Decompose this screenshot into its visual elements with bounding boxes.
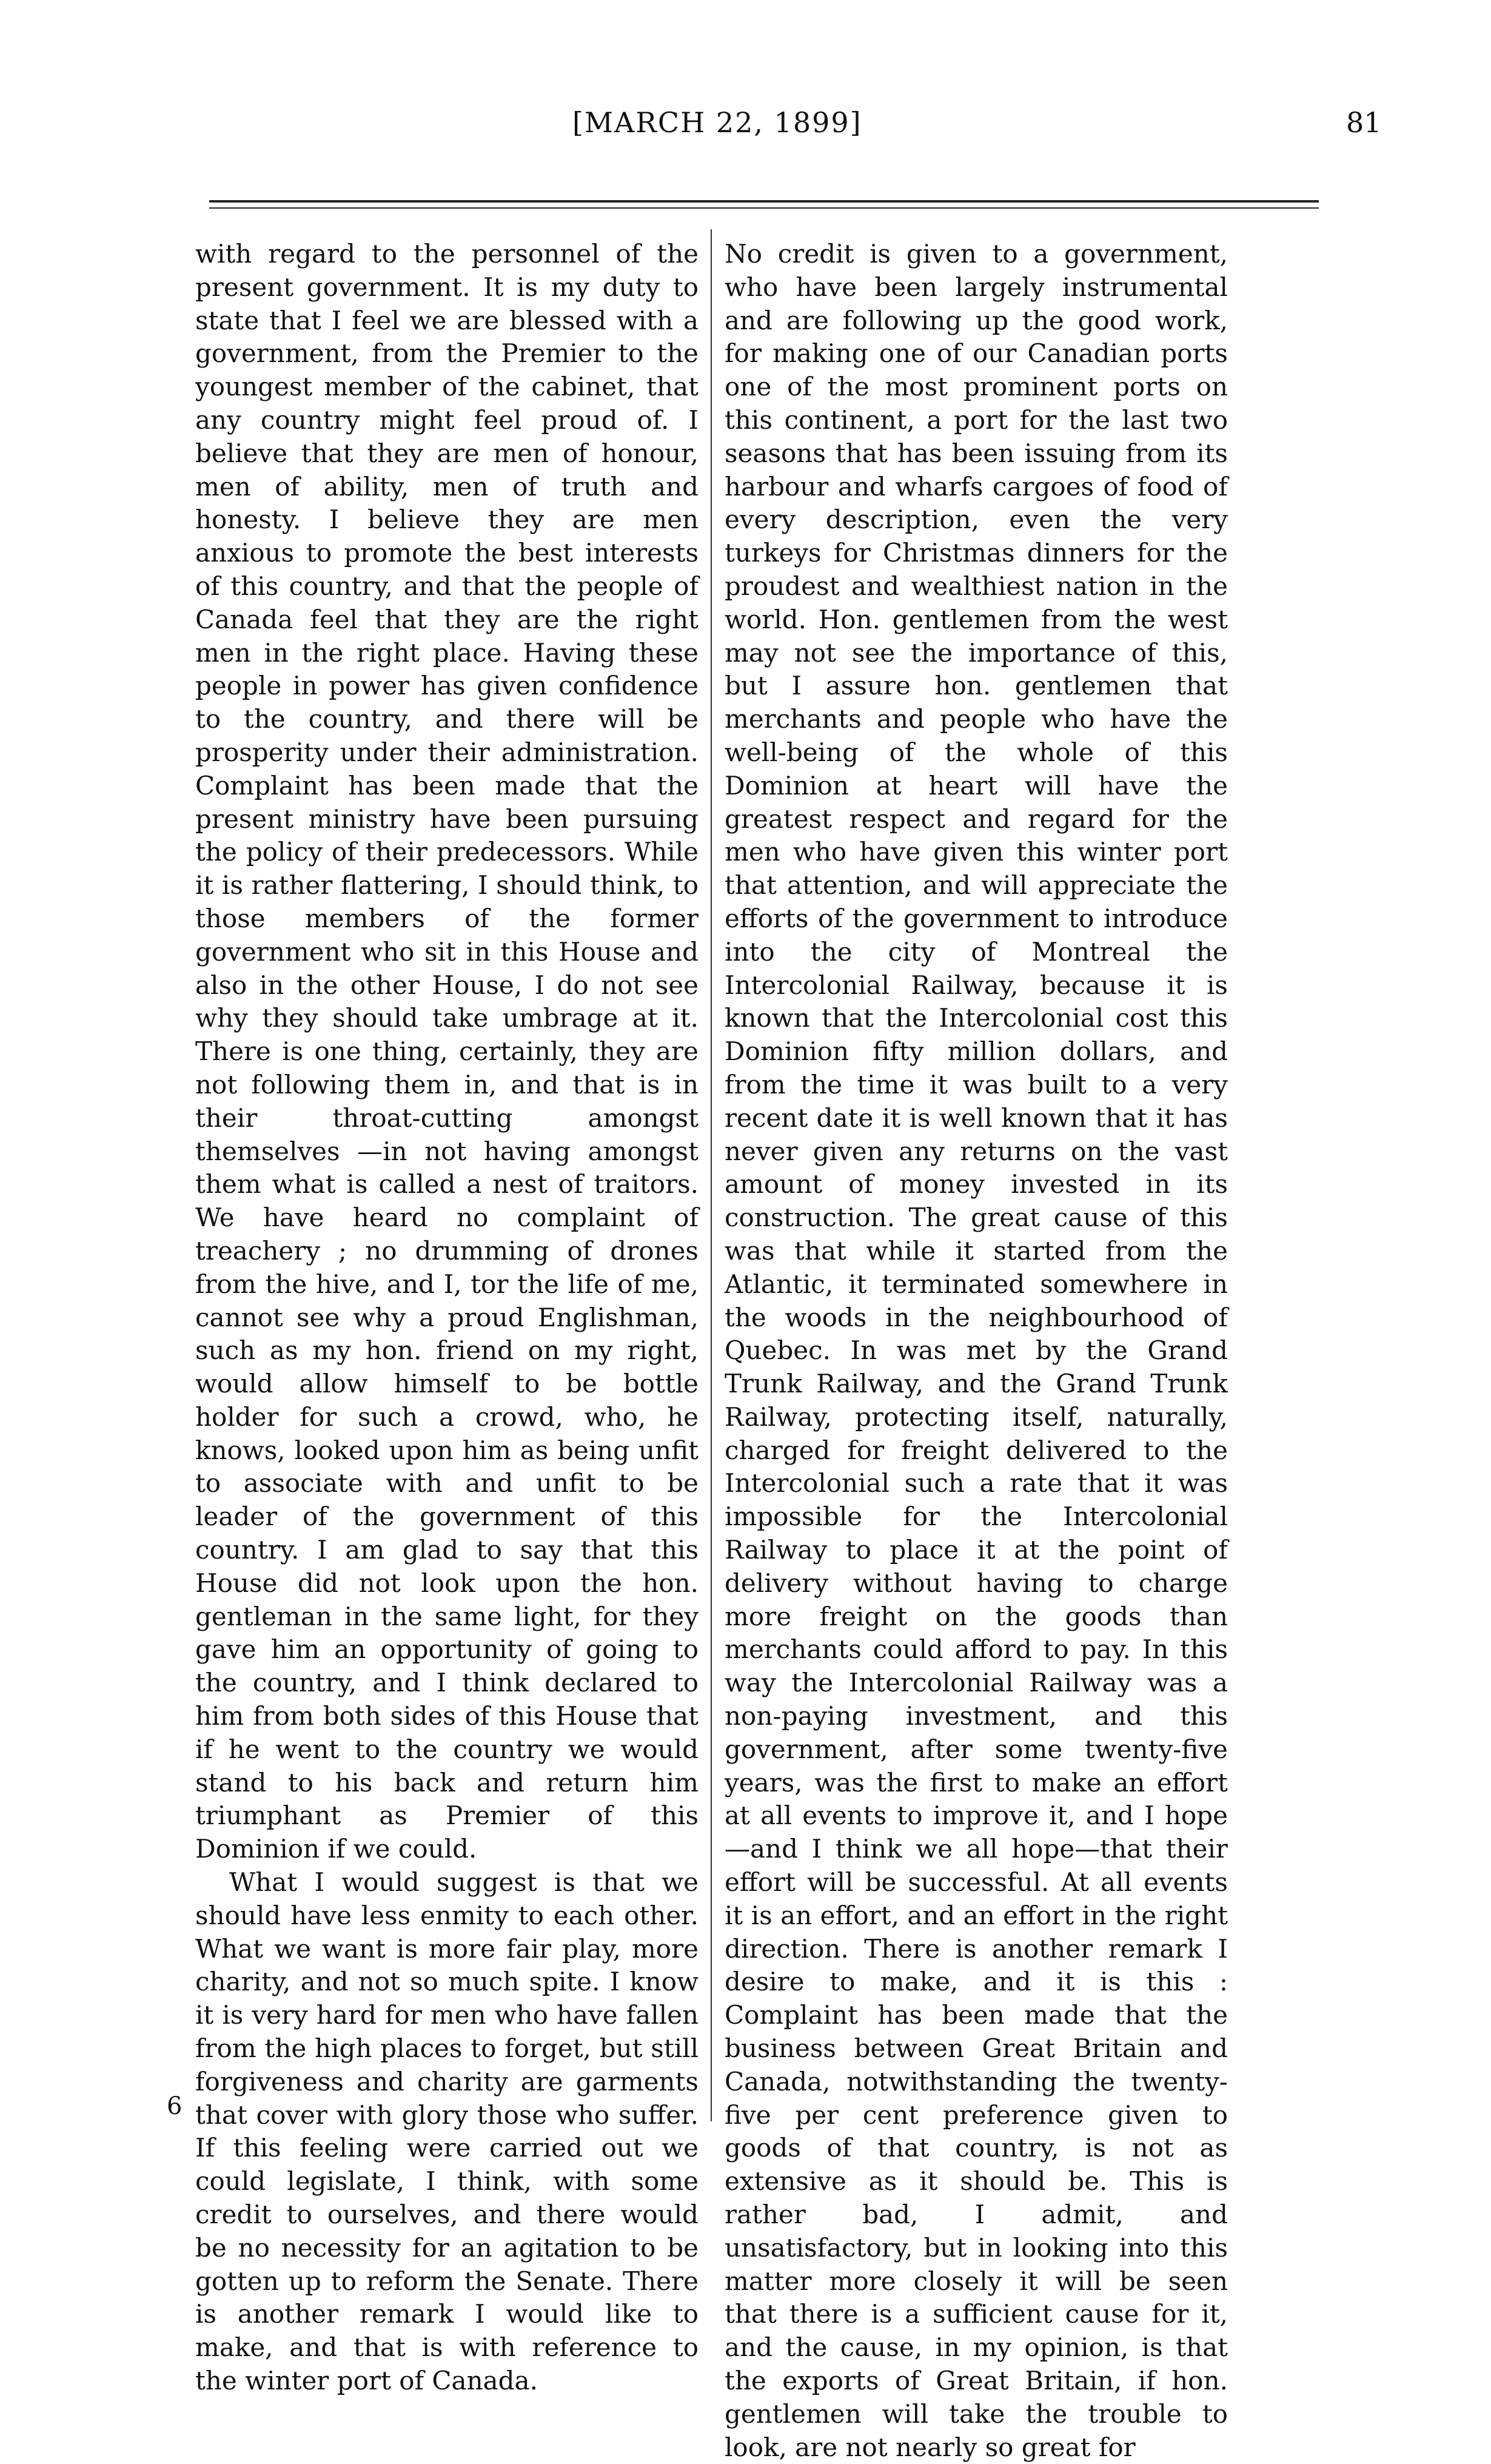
header-date: [MARCH 22, 1899]: [572, 106, 862, 139]
header-rule-thin: [209, 207, 1319, 209]
left-paragraph-1: with regard to the personnel of the present government. It is my duty to state that I feel we are blessed with a government, from the Premier to the youngest member of the cabinet, that any country might feel proud of. I believe that they are men of honour, men of ability, men of truth and honesty. I believe they are men anxious to promote the best interests of this country, and that the people of Canada feel that they are the right men in the right place. Having these people in power has given confidence to the country, and there will be prosperity under their administration. Complaint has been made that the present ministry have been pursuing the policy of their predecessors. While it is rather flattering, I should think, to those members of the former government who sit in this House and also in the other House, I do not see why they should take umbrage at it. There is one thing, certainly, they are not following them in, and that is in their throat-cutting amongst themselves —in not having amongst them what is called a nest of traitors. We have heard no complaint of treachery ; no drumming of drones from the hive, and I, tor the life of me, cannot see why a proud Englishman, such as my hon. friend on my right, would allow himself to be bottle holder for such a crowd, who, he knows, looked upon him as being unfit to associate with and unfit to be leader of the government of this country. I am glad to say that this House did not look upon the hon. gentleman in the same light, for they gave him an opportunity of going to the country, and I think declared to him from both sides of this House that if he went to the country we would stand to his back and return him triumphant as Premier of this Dominion if we could.: [195, 239, 699, 1864]
left-paragraph-2: What I would suggest is that we should have less enmity to each other. What we want is more fair play, more charity, and not so much spite. I know it is very hard for men who have fallen from the high places to forget, but still forgiveness and charity are garments that cover with glory those who suffer. If this feeling were carried out we could legislate, I think, with some credit to ourselves, and there would be no necessity for an agitation to be gotten up to reform the Senate. There is another remark I would like to make, and that is with reference to the winter port of Canada.: [195, 1867, 699, 2395]
right-paragraph-1: No credit is given to a government, who have been largely instrumental and are following up the good work, for making one of our Canadian ports one of the most prominent ports on this continent, a port for the last two seasons that has been issuing from its harbour and wharfs cargoes of food of every description, even the very turkeys for Christmas dinners for the proudest and wealthiest nation in the world. Hon. gentlemen from the west may not see the importance of this, but I assure hon. gentlemen that merchants and people who have the well-being of the whole of this Dominion at heart will have the greatest respect and regard for the men who have given this winter port that attention, and will appreciate the efforts of the government to introduce into the city of Montreal the Intercolonial Railway, because it is known that the Intercolonial cost this Dominion fifty million dollars, and from the time it was built to a very recent date it is well known that it has never given any returns on the vast amount of money invested in its construction. The great cause of this was that while it started from the Atlantic, it terminated somewhere in the woods in the neighbourhood of Quebec. In was met by the Grand Trunk Railway, and the Grand Trunk Railway, protecting itself, naturally, charged for freight delivered to the Intercolonial such a rate that it was impossible for the Intercolonial Railway to place it at the point of delivery without having to charge more freight on the goods than merchants could afford to pay. In this way the Intercolonial Railway was a non-paying investment, and this government, after some twenty-five years, was the first to make an effort at all events to improve it, and I hope—and I think we all hope—that their effort will be successful. At all events it is an effort, and an effort in the right direction. There is another remark I desire to make, and it is this : Complaint has been made that the business between Great Britain and Canada, notwithstanding the twenty-five per cent preference given to goods of that country, is not as extensive as it should be. This is rather bad, I admit, and unsatisfactory, but in looking into this matter more closely it will be seen that there is a sufficient cause for it, and the cause, in my opinion, is that the exports of Great Britain, if hon. gentlemen will take the trouble to look, are not nearly so great for: [725, 239, 1228, 2462]
left-column: [195, 238, 699, 2398]
column-divider: [711, 229, 712, 2121]
page-number: 81: [1346, 106, 1382, 139]
right-column: [725, 238, 1228, 2464]
header-rule: [209, 200, 1319, 203]
signature-mark: 6: [167, 2092, 183, 2120]
running-header: [0, 106, 1491, 155]
